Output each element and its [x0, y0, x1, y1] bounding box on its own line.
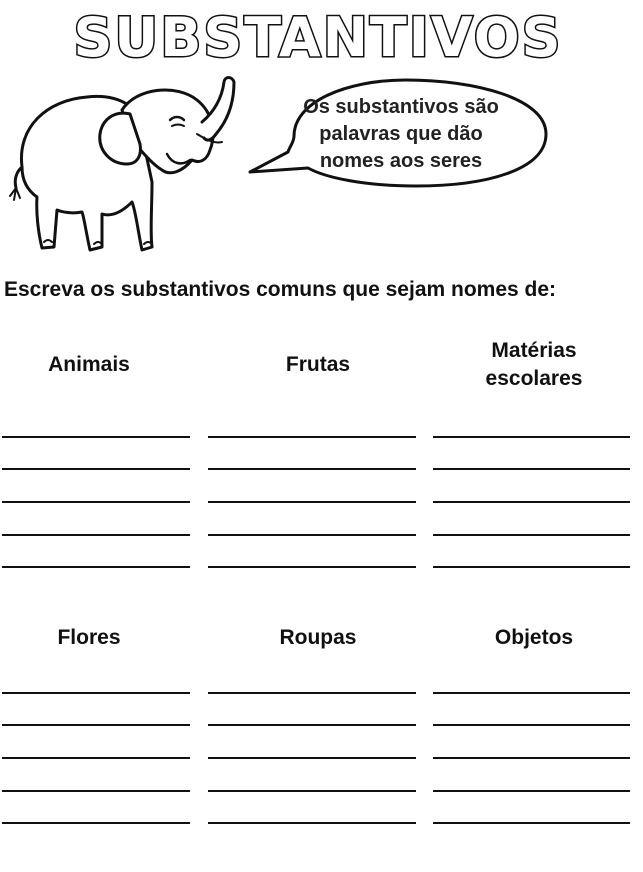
write-line[interactable] [433, 534, 630, 536]
heading-roupas: Roupas [279, 626, 357, 649]
write-line[interactable] [433, 436, 630, 438]
write-line[interactable] [208, 822, 416, 824]
write-line[interactable] [433, 566, 630, 568]
title-banner [0, 0, 643, 70]
write-line[interactable] [433, 501, 630, 503]
write-line[interactable] [208, 692, 416, 694]
write-line[interactable] [433, 692, 630, 694]
write-line[interactable] [2, 534, 190, 536]
write-line[interactable] [208, 757, 416, 759]
write-line[interactable] [2, 436, 190, 438]
write-line[interactable] [2, 692, 190, 694]
speech-bubble-text [278, 94, 524, 175]
heading-materias-line-2: escolares [485, 367, 583, 390]
write-line[interactable] [208, 534, 416, 536]
write-line[interactable] [208, 566, 416, 568]
write-line[interactable] [2, 468, 190, 470]
write-line[interactable] [433, 724, 630, 726]
write-line[interactable] [433, 468, 630, 470]
heading-frutas: Frutas [285, 353, 351, 376]
write-line[interactable] [2, 757, 190, 759]
write-line[interactable] [433, 757, 630, 759]
bubble-line-2: palavras que dão [319, 123, 483, 145]
page-title: SUBSTANTIVOS [73, 6, 563, 69]
write-line[interactable] [2, 724, 190, 726]
heading-materias-escolares [434, 337, 634, 393]
write-line[interactable] [208, 436, 416, 438]
write-line[interactable] [2, 501, 190, 503]
write-line[interactable] [208, 790, 416, 792]
write-line[interactable] [208, 724, 416, 726]
bubble-line-3: nomes aos seres [319, 150, 483, 172]
heading-animais: Animais [48, 353, 130, 376]
write-line[interactable] [433, 790, 630, 792]
write-line[interactable] [2, 822, 190, 824]
heading-objetos: Objetos [494, 626, 574, 649]
bubble-line-1: Os substantivos são [303, 96, 499, 118]
instruction-text: Escreva os substantivos comuns que sejam nomes de: [4, 278, 557, 301]
write-line[interactable] [208, 468, 416, 470]
heading-flores: Flores [57, 626, 121, 649]
write-line[interactable] [208, 501, 416, 503]
elephant-illustration [2, 72, 247, 262]
write-line[interactable] [2, 790, 190, 792]
write-line[interactable] [433, 822, 630, 824]
heading-materias-line-1: Matérias [491, 339, 577, 362]
write-line[interactable] [2, 566, 190, 568]
